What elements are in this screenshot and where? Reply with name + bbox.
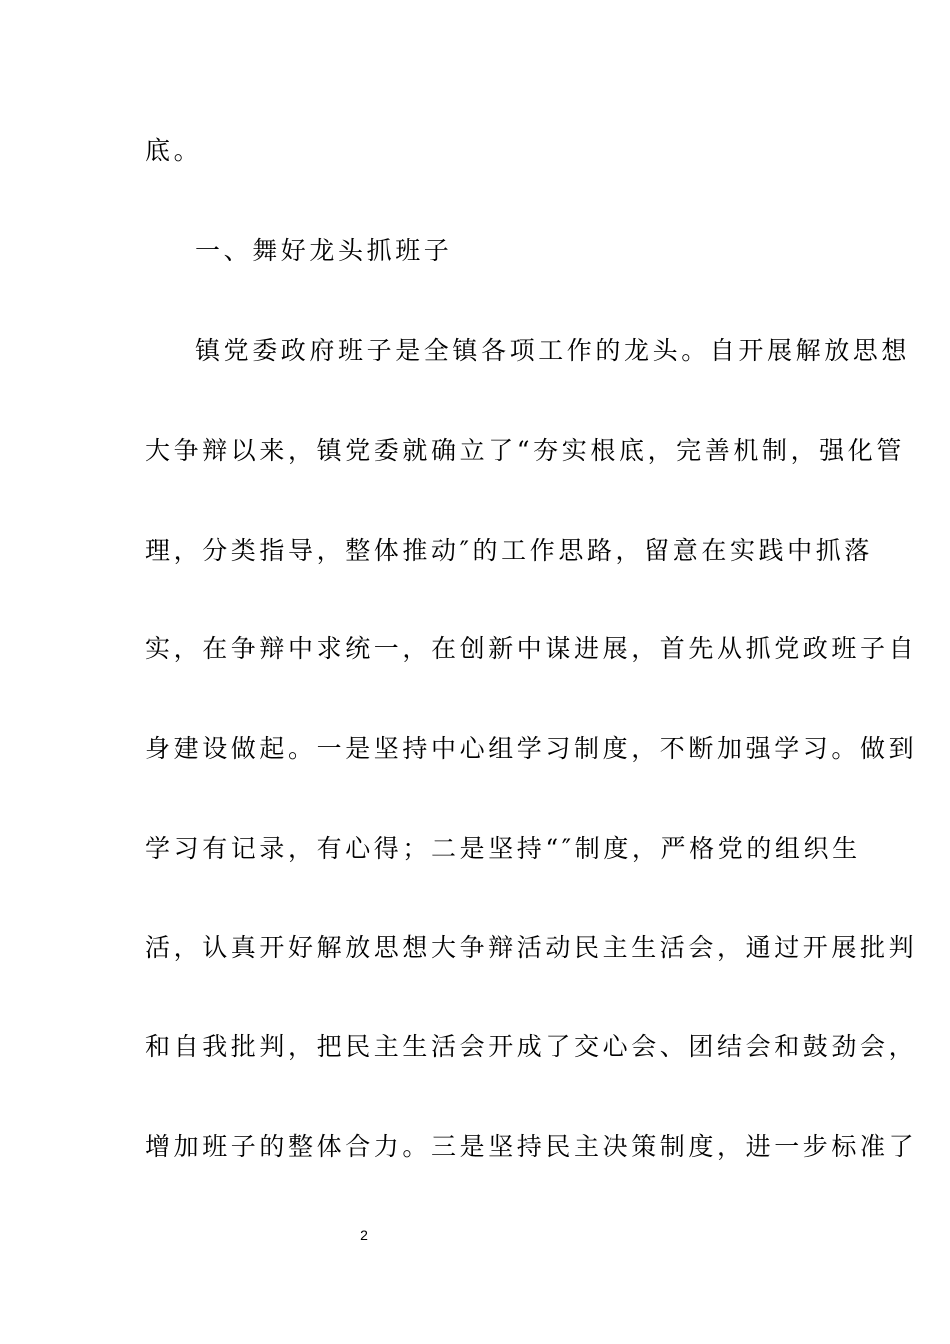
text-line: 大争辩以来，镇党委就确立了“夯实根底，完善机制，强化管: [145, 436, 905, 465]
text-line: 学习有记录，有心得；二是坚持“″制度，严格党的组织生: [145, 834, 861, 863]
text-line: 实，在争辩中求统一，在创新中谋进展，首先从抓党政班子自: [145, 634, 918, 663]
text-line: 镇党委政府班子是全镇各项工作的龙头。自开展解放思想: [195, 336, 911, 365]
text-line: 底。: [145, 136, 203, 165]
text-line: 理，分类指导，整体推动″的工作思路，留意在实践中抓落: [145, 536, 873, 565]
text-line: 活，认真开好解放思想大争辩活动民主生活会，通过开展批判: [145, 933, 918, 962]
text-line: 身建设做起。一是坚持中心组学习制度，不断加强学习。做到: [145, 734, 918, 763]
section-heading: 一、舞好龙头抓班子: [195, 236, 453, 265]
text-line: 增加班子的整体合力。三是坚持民主决策制度，进一步标准了: [145, 1132, 918, 1161]
text-line: 和自我批判，把民主生活会开成了交心会、团结会和鼓劲会，: [145, 1032, 918, 1061]
page-number: 2: [360, 1227, 368, 1243]
